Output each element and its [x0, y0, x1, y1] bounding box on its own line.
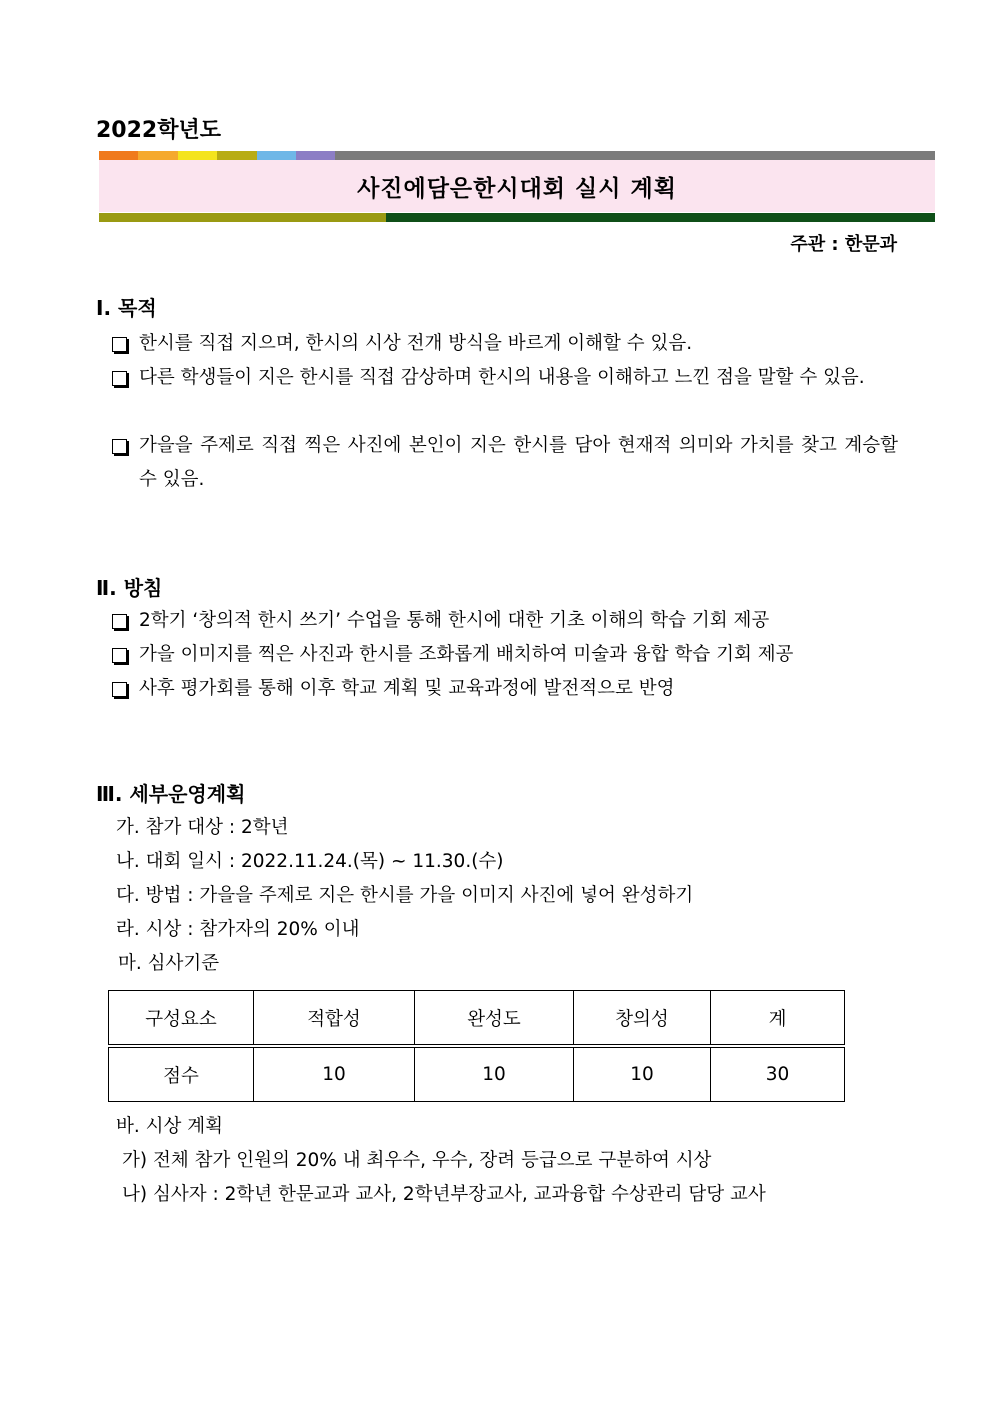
checkbox-square-icon [112, 439, 127, 454]
stripe-amber [138, 151, 178, 160]
checkbox-square-icon [112, 682, 127, 697]
host-department: 주관 : 한문과 [790, 234, 897, 255]
section-3-heading: Ⅲ. 세부운영계획 [96, 782, 246, 806]
criteria-table [108, 990, 845, 1102]
criteria-score-row [109, 1046, 845, 1102]
criteria-score-cell: 점수 [109, 1046, 254, 1102]
plan-line-criteria: 마. 심사기준 [118, 953, 220, 974]
stripe-orange [99, 151, 138, 160]
section-1-item [112, 361, 898, 395]
underline-olive [99, 213, 386, 222]
criteria-score-cell: 10 [574, 1046, 711, 1102]
stripe-olive [217, 151, 257, 160]
section-2-item [112, 604, 898, 638]
plan-line-target: 가. 참가 대상 : 2학년 [116, 817, 289, 838]
criteria-header-cell: 계 [711, 991, 845, 1047]
section-1-item [112, 327, 898, 361]
criteria-header-cell: 구성요소 [109, 991, 254, 1047]
checkbox-square-icon [112, 648, 127, 663]
plan-line-award: 라. 시상 : 참가자의 20% 이내 [116, 919, 360, 940]
section-1-item-text: 가을을 주제로 직접 찍은 사진에 본인이 지은 한시를 담아 현재적 의미와 가치를 찾고 계승할 수 있음. [139, 435, 898, 490]
stripe-yellow [178, 151, 217, 160]
document-title: 사진에담은한시대회 실시 계획 [357, 175, 677, 202]
section-2-heading: Ⅱ. 방침 [96, 576, 163, 600]
criteria-header-row [109, 991, 845, 1047]
criteria-score-cell: 10 [254, 1046, 415, 1102]
checkbox-square-icon [112, 614, 127, 629]
section-2-item [112, 638, 898, 672]
title-underline-bar [99, 213, 935, 222]
section-1-heading: Ⅰ. 목적 [96, 296, 157, 320]
section-2-item-text: 2학기 ‘창의적 한시 쓰기’ 수업을 통해 한시에 대한 기초 이해의 학습 기회 제공 [139, 610, 770, 631]
criteria-header-cell: 적합성 [254, 991, 415, 1047]
criteria-header-cell: 창의성 [574, 991, 711, 1047]
checkbox-square-icon [112, 337, 127, 352]
title-banner [99, 160, 935, 212]
criteria-score-cell: 30 [711, 1046, 845, 1102]
checkbox-square-icon [112, 371, 127, 386]
stripe-gray [335, 151, 935, 160]
plan-line-date: 나. 대회 일시 : 2022.11.24.(목) ~ 11.30.(수) [116, 851, 504, 872]
section-1-item-text: 한시를 직접 지으며, 한시의 시상 전개 방식을 바르게 이해할 수 있음. [139, 333, 693, 354]
plan-line-method: 다. 방법 : 가을을 주제로 지은 한시를 가을 이미지 사진에 넣어 완성하기 [116, 885, 694, 906]
document-year: 2022학년도 [96, 118, 221, 143]
section-1-item [112, 429, 898, 497]
award-plan-heading: 바. 시상 계획 [116, 1116, 223, 1137]
section-2-item-text: 가을 이미지를 찍은 사진과 한시를 조화롭게 배치하여 미술과 융합 학습 기회 제공 [139, 644, 794, 665]
criteria-header-cell: 완성도 [415, 991, 574, 1047]
section-2-item-text: 사후 평가회를 통해 이후 학교 계획 및 교육과정에 발전적으로 반영 [139, 678, 675, 699]
award-plan-line: 가) 전체 참가 인원의 20% 내 최우수, 우수, 장려 등급으로 구분하여 시상 [122, 1150, 712, 1171]
color-stripe-bar [99, 151, 935, 160]
underline-green [386, 213, 935, 222]
stripe-blue [257, 151, 296, 160]
section-2-item [112, 672, 898, 706]
section-1-item-text: 다른 학생들이 지은 한시를 직접 감상하며 한시의 내용을 이해하고 느낀 점을 말할 수 있음. [139, 367, 865, 388]
stripe-purple [296, 151, 335, 160]
criteria-score-cell: 10 [415, 1046, 574, 1102]
award-plan-line: 나) 심사자 : 2학년 한문교과 교사, 2학년부장교사, 교과융합 수상관리 담당 교사 [122, 1184, 766, 1205]
